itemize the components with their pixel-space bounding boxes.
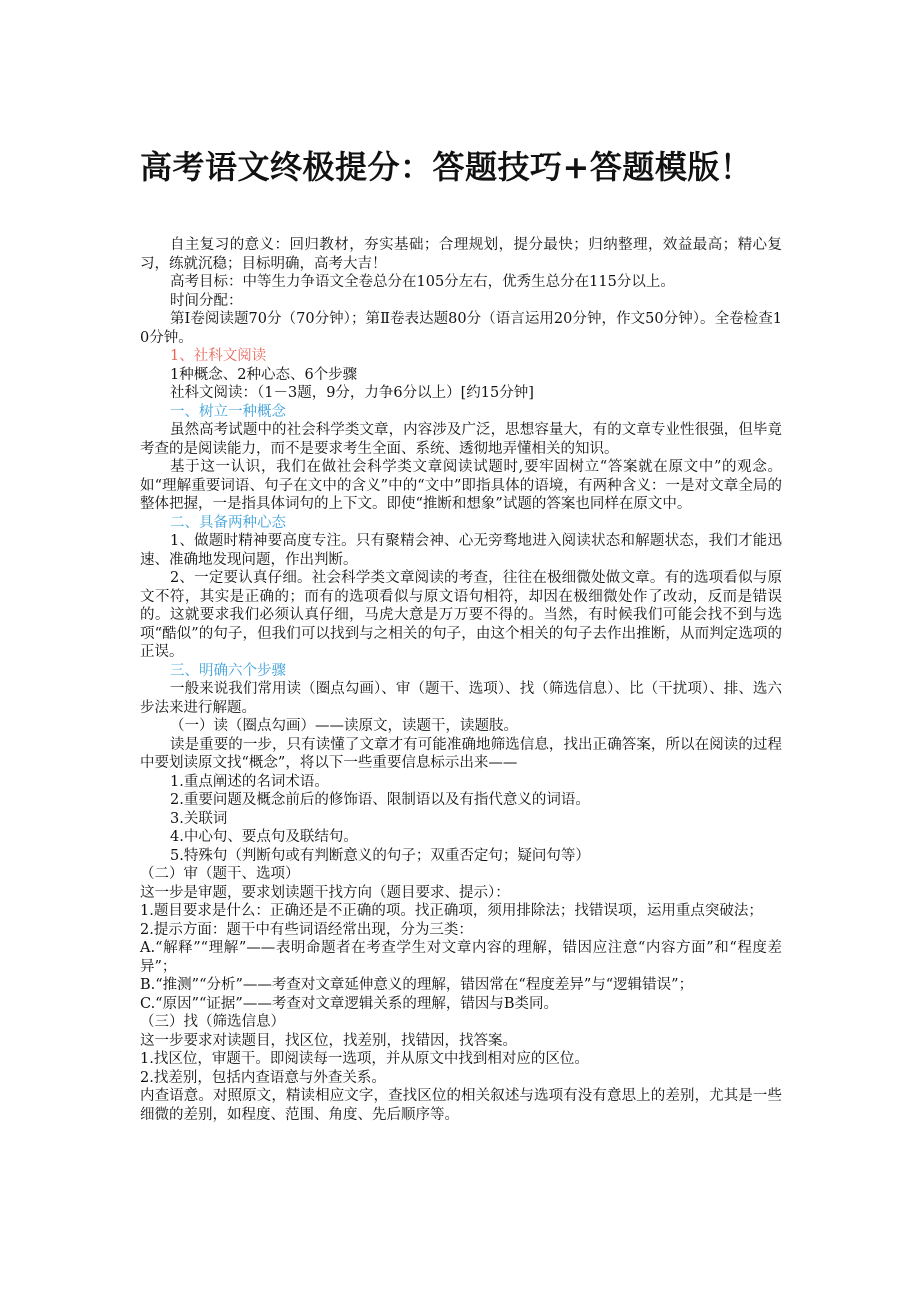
body-paragraph: 基于这一认识，我们在做社会科学类文章阅读试题时,要牢固树立“答案就在原文中”的观念。如“理解重要词语、句子在文中的含义”中的“文中”即指具体的语境，有两种含义：一是对文章全局的整体把握，一是指具体词句的上下文。即使“推断和想象”试题的答案也同样在原文中。 — [140, 459, 782, 512]
body-paragraph: 5.特殊句（判断句或有判断意义的句子；双重否定句；疑问句等） — [170, 847, 590, 864]
document-body — [140, 236, 782, 1124]
subsection-heading: 一、树立一种概念 — [170, 403, 286, 420]
body-paragraph: 第Ⅰ卷阅读题70分（70分钟）；第Ⅱ卷表达题80分（语言运用20分钟，作文50分钟）。全卷检查10分钟。 — [140, 311, 782, 346]
section-heading: 1、社科文阅读 — [170, 348, 267, 364]
body-paragraph: 1.重点阐述的名词术语。 — [170, 773, 329, 790]
body-paragraph: A.“解释”“理解”——表明命题者在考查学生对文章内容的理解，错因应注意“内容方面”和“程度差异”； — [140, 940, 782, 975]
body-paragraph: 1.找区位，审题干。即阅读每一选项，并从原文中找到相对应的区位。 — [140, 1051, 589, 1067]
body-paragraph: （一）读（圈点勾画）——读原文，读题干，读题肢。 — [170, 718, 518, 734]
body-paragraph: 2、一定要认真仔细。社会科学类文章阅读的考查，往往在极细微处做文章。有的选项看似与原文不符，其实是正确的；而有的选项看似与原文语句相符，却因在极细微处作了改动，反而是错误的。这就要求我们必须认真仔细，马虎大意是万万要不得的。当然，有时候我们可能会找不到与选项“酷似”的句子，但我们可以找到与之相关的句子，由这个相关的句子去作出推断，从而判定选项的正误。 — [140, 570, 782, 660]
body-paragraph: 虽然高考试题中的社会科学类文章，内容涉及广泛，思想容量大，有的文章专业性很强，但毕竟考查的是阅读能力，而不是要求考生全面、系统、透彻地弄懂相关的知识。 — [140, 422, 782, 457]
body-paragraph: 这一步是审题，要求划读题干找方向（题目要求、提示）： — [140, 884, 510, 901]
body-paragraph: 时间分配： — [170, 292, 243, 309]
body-paragraph: 2.重要问题及概念前后的修饰语、限制语以及有指代意义的词语。 — [170, 792, 590, 808]
subsection-heading: 三、明确六个步骤 — [170, 662, 286, 679]
document-page — [140, 140, 782, 1124]
body-paragraph: 1、做题时精神要高度专注。只有聚精会神、心无旁骛地进入阅读状态和解题状态，我们才能迅速、准确地发现问题，作出判断。 — [140, 533, 782, 568]
body-paragraph: 2.找差别，包括内查语意与外查关系。 — [140, 1069, 386, 1086]
subsection-heading: 二、具备两种心态 — [170, 514, 286, 531]
body-paragraph: 一般来说我们常用读（圈点勾画）、审（题干、选项）、找（筛选信息）、比（干扰项）、排、选六步法来进行解题。 — [140, 681, 782, 716]
body-paragraph: （二）审（题干、选项） — [140, 866, 300, 882]
body-paragraph: 自主复习的意义：回归教材，夯实基础；合理规划，提分最快；归纳整理，效益最高；精心复习，练就沉稳；目标明确，高考大吉！ — [140, 237, 782, 272]
document-title: 高考语文终极提分：答题技巧+答题模版！ — [140, 148, 753, 186]
body-paragraph: 4.中心句、要点句及联结句。 — [170, 829, 358, 845]
body-paragraph: （三）找（筛选信息） — [140, 1014, 285, 1030]
body-paragraph: 读是重要的一步，只有读懂了文章才有可能准确地筛选信息，找出正确答案，所以在阅读的过程中要划读原文找“概念”，将以下一些重要信息标示出来—— — [140, 736, 782, 771]
body-paragraph: C.“原因”“证据”——考查对文章逻辑关系的理解，错因与B类同。 — [140, 995, 558, 1012]
body-paragraph: 1.题目要求是什么：正确还是不正确的项。找正确项，须用排除法；找错误项，运用重点突破法； — [140, 903, 763, 919]
body-paragraph: 3.关联词 — [170, 810, 228, 827]
body-paragraph: B.“推测”“分析”——考查对文章延伸意义的理解，错因常在“程度差异”与“逻辑错误”； — [140, 977, 694, 993]
body-paragraph: 内查语意。对照原文，精读相应文字，查找区位的相关叙述与选项有没有意思上的差别，尤其是一些细微的差别，如程度、范围、角度、先后顺序等。 — [140, 1088, 782, 1123]
body-paragraph: 这一步要求对读题目，找区位，找差别，找错因，找答案。 — [140, 1032, 517, 1049]
body-paragraph: 2.提示方面：题干中有些词语经常出现，分为三类： — [140, 921, 473, 938]
body-paragraph: 社科文阅读：（1－3题，9分，力争6分以上）[约15分钟] — [170, 385, 534, 401]
body-paragraph: 1种概念、2种心态、6个步骤 — [170, 366, 358, 383]
body-paragraph: 高考目标：中等生力争语文全卷总分在105分左右，优秀生总分在115分以上。 — [170, 274, 675, 290]
